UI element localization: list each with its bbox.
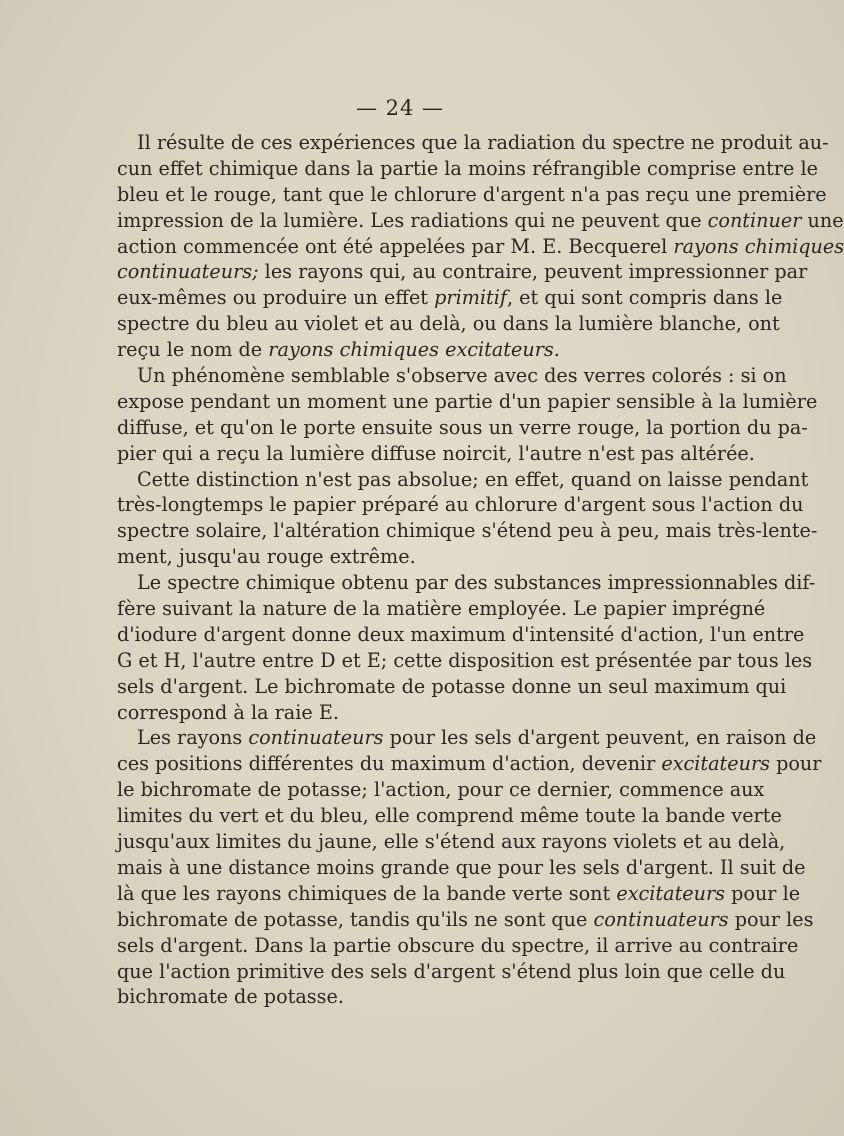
text-line: [117, 311, 780, 337]
text-line: [117, 725, 817, 751]
text-line: [117, 881, 801, 907]
italic-text: excitateurs: [616, 881, 726, 905]
italic-text: rayons chimiques excitateurs.: [268, 338, 560, 362]
text-line: [117, 751, 822, 777]
text-line: [117, 518, 818, 544]
text-line: [117, 415, 808, 441]
text-segment: spectre du bleu au violet et au delà, ou dans la lumière blanche, ont: [117, 312, 780, 336]
text-line: [117, 208, 844, 234]
text-segment: expose pendant un moment une partie d'un papier sensible à la lumière: [117, 389, 818, 413]
text-segment: d'iodure d'argent donne deux maximum d'intensité d'action, l'un entre: [117, 622, 805, 646]
text-segment: sels d'argent. Dans la partie obscure du spectre, il arrive au contraire: [117, 933, 799, 957]
text-segment: Un phénomène semblable s'observe avec des verres colorés : si on: [137, 364, 787, 388]
text-segment: diffuse, et qu'on le porte ensuite sous un verre rouge, la portion du pa-: [117, 415, 808, 439]
paragraph: [117, 467, 818, 571]
text-segment: ces positions différentes du maximum d'action, devenir: [117, 752, 662, 776]
paragraph: [117, 130, 844, 363]
text-line: [117, 829, 786, 855]
text-segment: G et H, l'autre entre D et E; cette disposition est présentée par tous les: [117, 648, 813, 672]
text-line: [117, 907, 814, 933]
text-line: [117, 984, 707, 1010]
text-segment: action commencée ont été appelées par M. E. Becquerel: [117, 234, 674, 258]
paragraph: [117, 363, 818, 467]
text-line: [117, 156, 818, 182]
text-line: [117, 959, 786, 985]
text-line: [117, 492, 804, 518]
text-segment: très-longtemps le papier préparé au chlorure d'argent sous l'action du: [117, 493, 804, 517]
text-segment: Cette distinction n'est pas absolue; en effet, quand on laisse pendant: [137, 467, 809, 491]
text-segment: les rayons qui, au contraire, peuvent impressionner par: [258, 260, 808, 284]
text-segment: eux-mêmes ou produire un effet: [117, 286, 435, 310]
paragraph: [117, 725, 822, 1010]
text-segment: Les rayons: [137, 726, 249, 750]
text-segment: que l'action primitive des sels d'argent s'étend plus loin que celle du: [117, 959, 786, 983]
text-segment: spectre solaire, l'altération chimique s'étend peu à peu, mais très-lente-: [117, 519, 818, 543]
text-segment: Le spectre chimique obtenu par des substances impressionnables dif-: [137, 571, 816, 595]
text-segment: reçu le nom de: [117, 338, 269, 362]
text-segment: fère suivant la nature de la matière employée. Le papier imprégné: [117, 597, 766, 621]
text-segment: Il résulte de ces expériences que la radiation du spectre ne produit au-: [137, 131, 829, 154]
text-segment: pour: [770, 752, 822, 776]
text-segment: impression de la lumière. Les radiations qui ne peuvent que: [117, 208, 708, 232]
text-line: [117, 467, 809, 493]
paragraph: [117, 570, 816, 725]
text-line: [117, 234, 844, 260]
italic-text: excitateurs: [661, 752, 770, 776]
text-segment: le bichromate de potasse; l'action, pour ce dernier, commence aux: [117, 778, 765, 802]
text-line: [117, 700, 707, 726]
text-segment: bichromate de potasse.: [117, 985, 344, 1009]
text-segment: bleu et le rouge, tant que le chlorure d'argent n'a pas reçu une première: [117, 182, 827, 206]
text-line: [117, 130, 829, 156]
text-line: [117, 933, 799, 959]
text-line: [117, 855, 806, 881]
text-line: [117, 777, 765, 803]
text-line: [117, 596, 766, 622]
text-line: [117, 648, 813, 674]
text-segment: correspond à la raie E.: [117, 700, 339, 724]
italic-text: rayons chimiques: [673, 234, 844, 258]
text-segment: pour les sels d'argent peuvent, en raison de: [383, 726, 817, 750]
text-line: [117, 337, 707, 363]
page-number: — 24 —: [355, 96, 445, 120]
text-segment: sels d'argent. Le bichromate de potasse donne un seul maximum qui: [117, 674, 787, 698]
text-segment: cun effet chimique dans la partie la moins réfrangible comprise entre le: [117, 156, 818, 180]
text-line: [117, 622, 805, 648]
italic-text: continuateurs: [593, 907, 729, 931]
text-segment: pier qui a reçu la lumière diffuse noircit, l'autre n'est pas altérée.: [117, 441, 755, 465]
text-segment: limites du vert et du bleu, elle comprend même toute la bande verte: [117, 804, 782, 828]
text-line: [117, 803, 782, 829]
text-segment: pour le: [725, 881, 801, 905]
italic-text: primitif: [434, 286, 507, 310]
text-line: [117, 363, 787, 389]
text-segment: jusqu'aux limites du jaune, elle s'étend aux rayons violets et au delà,: [117, 830, 786, 854]
text-segment: pour les: [728, 907, 814, 931]
text-line: [117, 674, 787, 700]
text-line: [117, 441, 755, 467]
italic-text: continuateurs: [248, 726, 384, 750]
text-line: [117, 570, 816, 596]
text-line: [117, 259, 808, 285]
text-line: [117, 389, 818, 415]
text-segment: ment, jusqu'au rouge extrême.: [117, 545, 416, 569]
text-segment: là que les rayons chimiques de la bande verte sont: [117, 881, 617, 905]
body-text: [117, 130, 844, 1010]
italic-text: continuer: [707, 208, 802, 232]
text-segment: , et qui sont compris dans le: [506, 286, 783, 310]
text-segment: une: [801, 208, 844, 232]
text-segment: mais à une distance moins grande que pour les sels d'argent. Il suit de: [117, 855, 806, 879]
italic-text: continuateurs;: [117, 260, 259, 284]
text-line: [117, 182, 827, 208]
text-line: [117, 544, 707, 570]
text-segment: bichromate de potasse, tandis qu'ils ne sont que: [117, 907, 594, 931]
text-line: [117, 285, 783, 311]
